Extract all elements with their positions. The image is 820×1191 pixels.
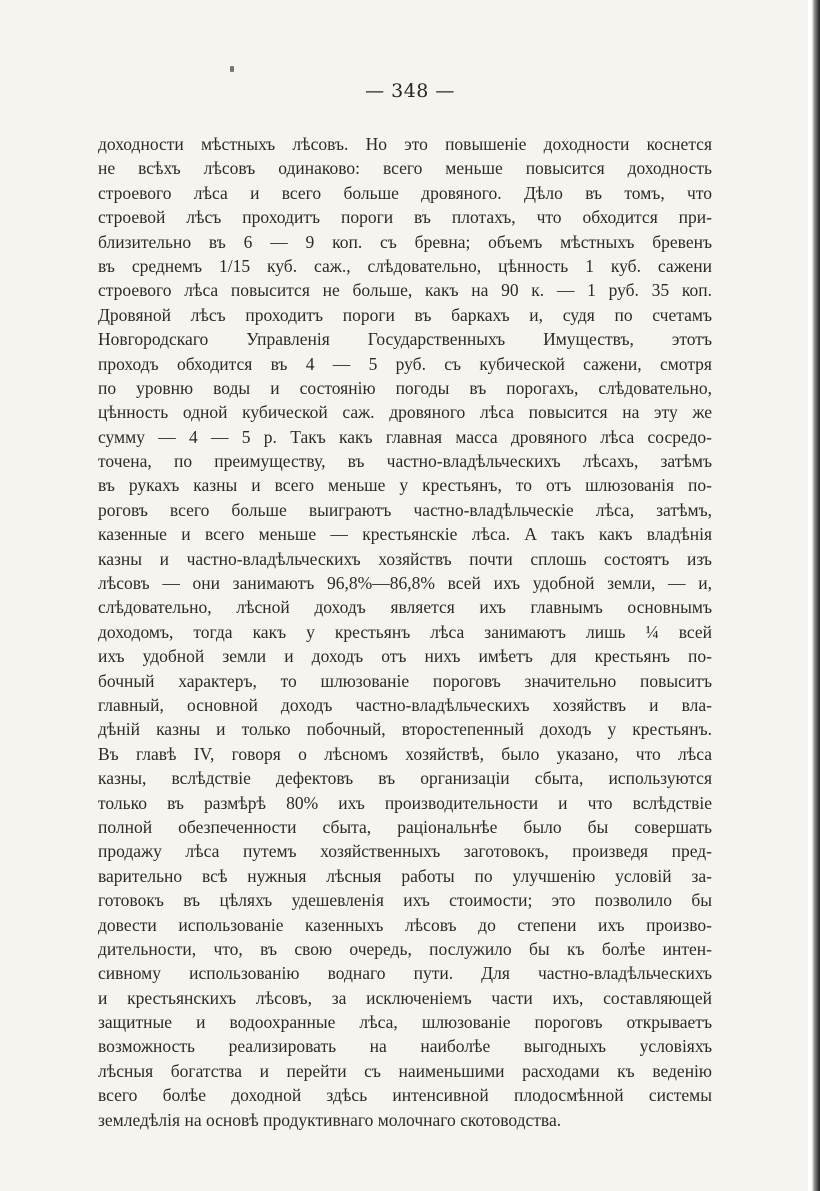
text-line: доходомъ, тогда какъ у крестьянъ лѣса занимаютъ лишь ¼ всей	[98, 621, 712, 642]
text-line: роговъ всего больше выиграютъ частно-владѣльческіе лѣса, затѣмъ,	[98, 499, 712, 520]
text-line: Дровяной лѣсъ проходитъ пороги въ баркахъ и, судя по счетамъ	[98, 304, 712, 325]
text-line: лѣсовъ — они занимаютъ 96,8%—86,8% всей ихъ удобной земли, — и,	[98, 573, 712, 594]
text-line: Новгородскаго Управленія Государственныхъ Имуществъ, этотъ	[98, 329, 712, 350]
text-line: лѣсныя богатства и перейти съ наименьшими расходами къ веденію	[98, 1060, 712, 1081]
page-number: — 348 —	[365, 80, 455, 102]
text-line: точена, по преимуществу, въ частно-владѣльческихъ лѣсахъ, затѣмъ	[98, 451, 712, 472]
text-line: готовокъ въ цѣляхъ удешевленія ихъ стоимости; это позволило бы	[98, 890, 712, 911]
text-line: довести использованіе казенныхъ лѣсовъ до степени ихъ произво-	[98, 914, 712, 935]
text-line: казны, вслѣдствіе дефектовъ въ организаціи сбыта, используются	[98, 768, 712, 789]
text-line: сивному использованію воднаго пути. Для частно-владѣльческихъ	[98, 963, 712, 984]
text-line: проходъ обходится въ 4 — 5 руб. съ кубической сажени, смотря	[98, 353, 712, 374]
text-line: строевого лѣса и всего больше дровяного. Дѣло въ томъ, что	[98, 182, 712, 203]
text-line: бочный характеръ, то шлюзованіе пороговъ значительно повыситъ	[98, 670, 712, 691]
ink-speck	[230, 66, 234, 72]
text-line: ихъ удобной земли и доходъ отъ нихъ имѣетъ для крестьянъ по-	[98, 646, 712, 667]
text-line: возможность реализировать на наиболѣе выгодныхъ условіяхъ	[98, 1036, 712, 1057]
text-line: дѣній казны и только побочный, второстепенный доходъ у крестьянъ.	[98, 719, 712, 740]
text-line: полной обезпеченности сбыта, раціональнѣе было бы совершать	[98, 816, 712, 837]
text-line: въ среднемъ 1/15 куб. саж., слѣдовательно, цѣнность 1 куб. сажени	[98, 255, 712, 276]
text-line: казенные и всего меньше — крестьянскіе лѣса. А такъ какъ владѣнія	[98, 524, 712, 545]
text-line: въ рукахъ казны и всего меньше у крестьянъ, то отъ шлюзованія по-	[98, 475, 712, 496]
body-text	[98, 132, 712, 1132]
text-line: дительности, что, въ свою очередь, послужило бы къ болѣе интен-	[98, 938, 712, 959]
text-line: варительно всѣ нужныя лѣсныя работы по улучшенію условій за-	[98, 865, 712, 886]
text-line: только въ размѣрѣ 80% ихъ производительности и что вслѣдствіе	[98, 792, 712, 813]
text-line: доходности мѣстныхъ лѣсовъ. Но это повышеніе доходности коснется	[98, 134, 712, 154]
text-line: главный, основной доходъ частно-владѣльческихъ хозяйствъ и вла-	[98, 694, 712, 715]
text-line: строевого лѣса повысится не больше, какъ на 90 к. — 1 руб. 35 коп.	[98, 280, 712, 301]
text-line: защитные и водоохранные лѣса, шлюзованіе пороговъ открываетъ	[98, 1012, 712, 1033]
text-line: и крестьянскихъ лѣсовъ, за исключеніемъ части ихъ, составляющей	[98, 987, 712, 1008]
text-line: казны и частно-владѣльческихъ хозяйствъ почти сплошь состоятъ изъ	[98, 548, 712, 569]
text-line: слѣдовательно, лѣсной доходъ является ихъ главнымъ основнымъ	[98, 597, 712, 618]
text-line: цѣнность одной кубической саж. дровяного лѣса повысится на эту же	[98, 402, 712, 423]
text-line: всего болѣе доходной здѣсь интенсивной плодосмѣнной системы	[98, 1085, 712, 1106]
text-line: земледѣлія на основѣ продуктивнаго молочнаго скотоводства.	[98, 1109, 562, 1130]
page-edge	[808, 0, 820, 1191]
text-line: Въ главѣ IV, говоря о лѣсномъ хозяйствѣ, было указано, что лѣса	[98, 743, 712, 764]
text-line: сумму — 4 — 5 р. Такъ какъ главная масса дровяного лѣса сосредо-	[98, 426, 712, 447]
text-line: близительно въ 6 — 9 коп. съ бревна; объемъ мѣстныхъ бревенъ	[98, 231, 712, 252]
text-line: продажу лѣса путемъ хозяйственныхъ заготовокъ, произведя пред-	[98, 841, 712, 862]
text-line: строевой лѣсъ проходитъ пороги въ плотахъ, что обходится при-	[98, 207, 712, 228]
text-line: не всѣхъ лѣсовъ одинаково: всего меньше повысится доходность	[98, 158, 712, 179]
text-line: по уровню воды и состоянію погоды въ порогахъ, слѣдовательно,	[98, 377, 712, 398]
